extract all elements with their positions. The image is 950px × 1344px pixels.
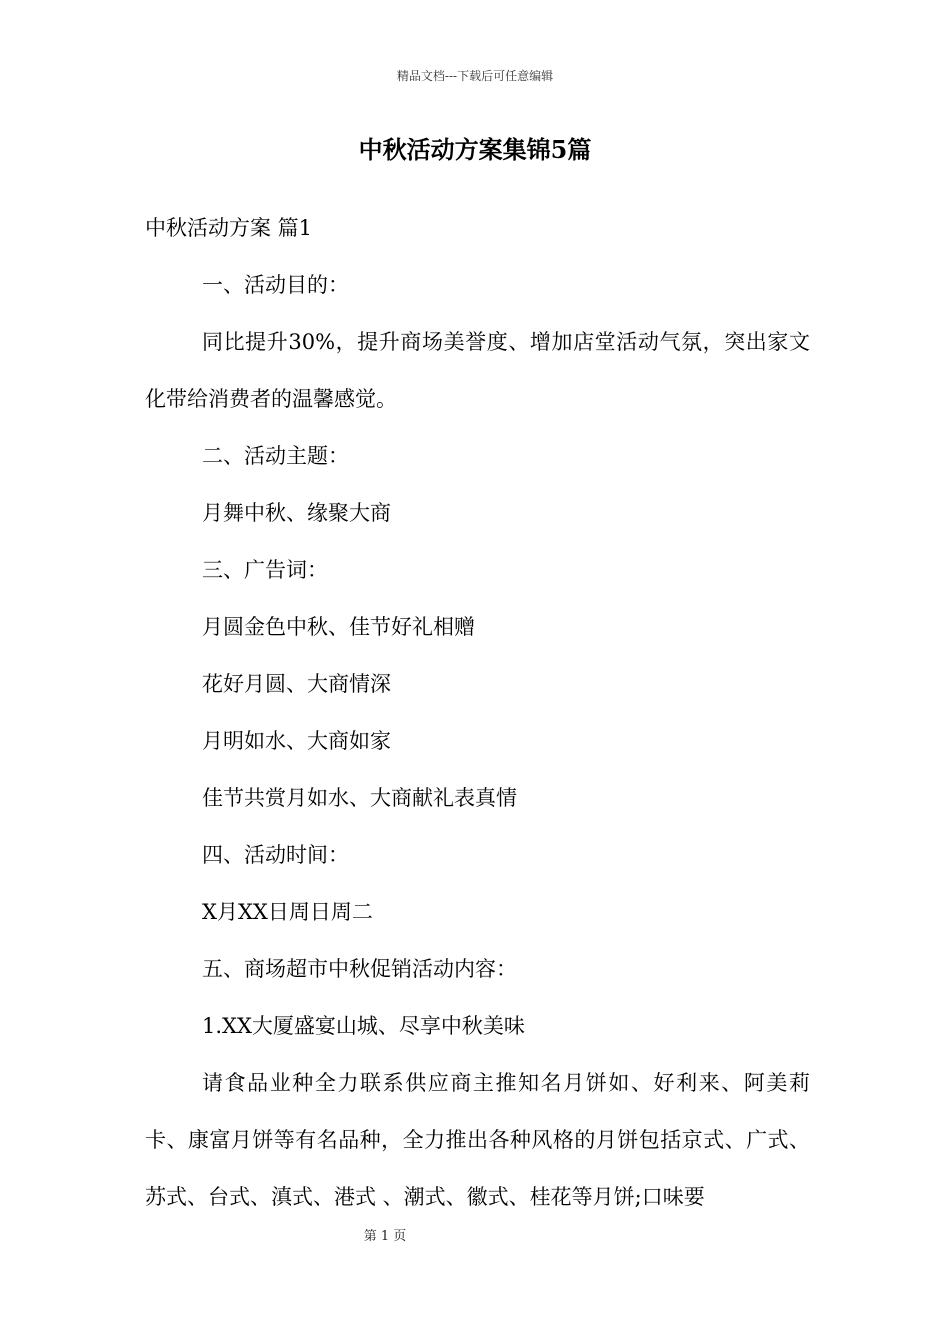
document-title: 中秋活动方案集锦5篇 xyxy=(358,135,592,164)
paragraph: 四、活动时间： xyxy=(202,843,349,867)
document-body xyxy=(145,200,810,1226)
paragraph: 花好月圆、大商情深 xyxy=(202,672,391,696)
paragraph: 月明如水、大商如家 xyxy=(202,729,391,753)
page-number: 第 1 页 xyxy=(363,1229,407,1244)
paragraph: 佳节共赏月如水、大商献礼表真情 xyxy=(202,786,517,810)
paragraph: 请食品业种全力联系供应商主推知名月饼如、好利来、阿美莉卡、康富月饼等有名品种，全力推出各种风格的月饼包括京式、广式、苏式、台式、滇式、港式 、潮式、徽式、桂花等月饼;口味要 xyxy=(145,1071,810,1209)
paragraph: 月圆金色中秋、佳节好礼相赠 xyxy=(202,615,475,639)
paragraph: 月舞中秋、缘聚大商 xyxy=(202,501,391,525)
paragraph: 一、活动目的： xyxy=(202,273,349,297)
paragraph: 五、商场超市中秋促销活动内容： xyxy=(202,957,517,981)
section-heading: 中秋活动方案 篇1 xyxy=(145,216,313,240)
paragraph: 二、活动主题： xyxy=(202,444,349,468)
paragraph: X月XX日周日周二 xyxy=(202,900,373,924)
paragraph: 三、广告词： xyxy=(202,558,328,582)
paragraph: 同比提升30%，提升商场美誉度、增加店堂活动气氛，突出家文化带给消费者的温馨感觉。 xyxy=(145,330,810,411)
paragraph: 1.XX大厦盛宴山城、尽享中秋美味 xyxy=(202,1014,525,1038)
document-header: 精品文档---下载后可任意编辑 xyxy=(396,69,554,83)
